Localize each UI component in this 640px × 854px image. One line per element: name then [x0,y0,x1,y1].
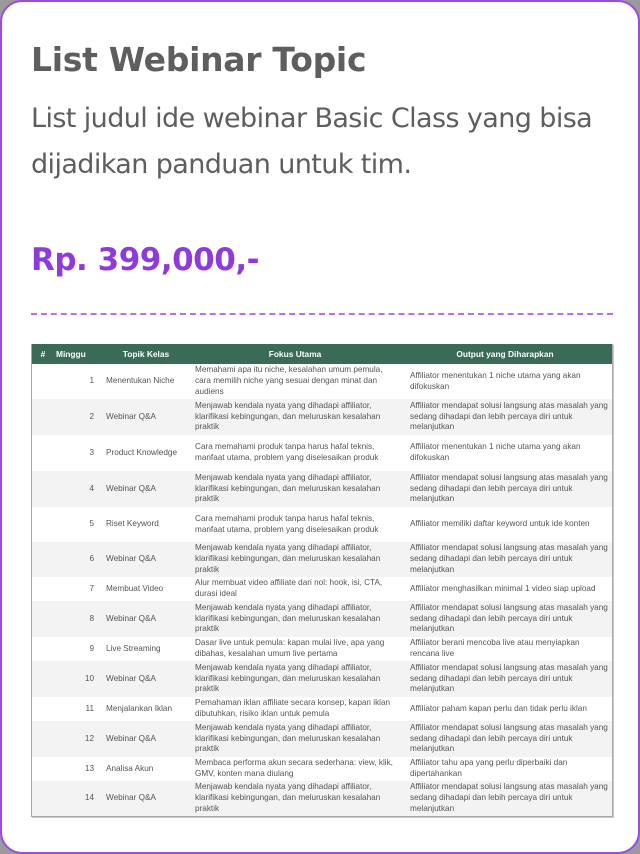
focus-cell: Dasar live untuk pemula: kapan mulai live, apa yang dibahas, kesalahan umum live pertama [192,637,398,661]
week-cell: 3 [54,435,100,471]
focus-cell: Menjawab kendala nyata yang dihadapi affiliator, klarifikasi kebingungan, dan meluruskan kesalahan praktik [192,601,398,637]
row-number-cell [32,399,54,435]
focus-cell: Memahami apa itu niche, kesalahan umum pemula, cara memilih niche yang sesuai dengan minat dan audiens [192,364,398,399]
table-row [32,435,612,471]
focus-cell: Cara memahami produk tanpa harus hafal teknis, manfaat utama, problem yang diselesaikan produk [192,435,398,471]
output-cell: Affiliator mendapat solusi langsung atas masalah yang sedang dihadapi dan lebih percaya diri untuk melanjutkan [398,471,612,507]
row-number-cell [32,697,54,721]
output-cell: Affiliator mendapat solusi langsung atas masalah yang sedang dihadapi dan lebih percaya diri untuk melanjutkan [398,781,612,816]
output-cell: Affiliator mendapat solusi langsung atas masalah yang sedang dihadapi dan lebih percaya diri untuk melanjutkan [398,399,612,435]
week-cell: 13 [54,757,100,781]
focus-cell: Menjawab kendala nyata yang dihadapi affiliator, klarifikasi kebingungan, dan meluruskan kesalahan praktik [192,721,398,757]
focus-cell: Membaca performa akun secara sederhana: view, klik, GMV, konten mana diulang [192,757,398,781]
topic-cell: Analisa Akun [100,757,192,781]
row-number-cell [32,757,54,781]
table-row [32,661,612,697]
topic-cell: Webinar Q&A [100,781,192,816]
row-number-cell [32,721,54,757]
week-cell: 6 [54,542,100,577]
row-number-cell [32,577,54,601]
row-number-cell [32,542,54,577]
week-cell: 8 [54,601,100,637]
topic-cell: Webinar Q&A [100,661,192,697]
output-cell: Affiliator mendapat solusi langsung atas masalah yang sedang dihadapi dan lebih percaya diri untuk melanjutkan [398,721,612,757]
card-description: List judul ide webinar Basic Class yang bisa dijadikan panduan untuk tim. [31,103,593,180]
focus-cell: Menjawab kendala nyata yang dihadapi affiliator, klarifikasi kebingungan, dan meluruskan kesalahan praktik [192,399,398,435]
table-row [32,697,612,721]
focus-cell: Menjawab kendala nyata yang dihadapi affiliator, klarifikasi kebingungan, dan meluruskan kesalahan praktik [192,542,398,577]
week-cell: 7 [54,577,100,601]
row-number-cell [32,601,54,637]
week-cell: 5 [54,507,100,542]
week-cell: 1 [54,364,100,399]
output-cell: Affiliator mendapat solusi langsung atas masalah yang sedang dihadapi dan lebih percaya diri untuk melanjutkan [398,661,612,697]
focus-cell: Menjawab kendala nyata yang dihadapi affiliator, klarifikasi kebingungan, dan meluruskan kesalahan praktik [192,471,398,507]
topic-cell: Webinar Q&A [100,542,192,577]
table-row [32,721,612,757]
output-cell: Affiliator memiliki daftar keyword untuk ide konten [398,507,612,542]
output-cell: Affiliator menghasilkan minimal 1 video siap upload [398,577,612,601]
column-header-week: Minggu [54,344,100,364]
column-header-topic: Topik Kelas [100,344,192,364]
topic-cell: Webinar Q&A [100,399,192,435]
column-header-focus: Fokus Utama [192,344,398,364]
table-row [32,781,612,816]
focus-cell: Pemahaman iklan affiliate secara konsep, kapan iklan dibutuhkan, risiko iklan untuk pemula [192,697,398,721]
week-cell: 10 [54,661,100,697]
table-row [32,757,612,781]
table-row [32,601,612,637]
table-row [32,507,612,542]
row-number-cell [32,781,54,816]
topic-cell: Webinar Q&A [100,721,192,757]
table-row [32,577,612,601]
week-cell: 11 [54,697,100,721]
row-number-cell [32,471,54,507]
row-number-cell [32,507,54,542]
output-cell: Affiliator mendapat solusi langsung atas masalah yang sedang dihadapi dan lebih percaya diri untuk melanjutkan [398,601,612,637]
table-body [32,364,612,816]
focus-cell: Cara memahami produk tanpa harus hafal teknis, manfaat utama, problem yang diselesaikan produk [192,507,398,542]
price-label: Rp. 399,000,- [31,242,259,278]
topic-cell: Riset Keyword [100,507,192,542]
table-row [32,542,612,577]
column-header-number: # [32,344,54,364]
output-cell: Affiliator menentukan 1 niche utama yang akan difokuskan [398,435,612,471]
column-header-output: Output yang Diharapkan [398,344,612,364]
topic-cell: Webinar Q&A [100,471,192,507]
week-cell: 9 [54,637,100,661]
table-header-row [32,344,612,364]
output-cell: Affiliator menentukan 1 niche utama yang akan difokuskan [398,364,612,399]
output-cell: Affiliator paham kapan perlu dan tidak perlu iklan [398,697,612,721]
focus-cell: Menjawab kendala nyata yang dihadapi affiliator, klarifikasi kebingungan, dan meluruskan kesalahan praktik [192,661,398,697]
card-title: List Webinar Topic [31,40,367,79]
focus-cell: Alur membuat video affiliate dari nol: hook, isi, CTA, durasi ideal [192,577,398,601]
webinar-topic-table [31,344,613,817]
dashed-divider [31,313,613,315]
week-cell: 2 [54,399,100,435]
output-cell: Affiliator berani mencoba live atau menyiapkan rencana live [398,637,612,661]
focus-cell: Menjawab kendala nyata yang dihadapi affiliator, klarifikasi kebingungan, dan meluruskan kesalahan praktik [192,781,398,816]
topic-cell: Menjalankan Iklan [100,697,192,721]
topic-cell: Webinar Q&A [100,601,192,637]
topic-cell: Membuat Video [100,577,192,601]
week-cell: 4 [54,471,100,507]
row-number-cell [32,637,54,661]
row-number-cell [32,661,54,697]
table-row [32,471,612,507]
row-number-cell [32,364,54,399]
topic-cell: Menentukan Niche [100,364,192,399]
topic-cell: Live Streaming [100,637,192,661]
table-row [32,364,612,399]
output-cell: Affiliator tahu apa yang perlu diperbaiki dan dipertahankan [398,757,612,781]
table-row [32,637,612,661]
output-cell: Affiliator mendapat solusi langsung atas masalah yang sedang dihadapi dan lebih percaya diri untuk melanjutkan [398,542,612,577]
table-row [32,399,612,435]
week-cell: 14 [54,781,100,816]
topic-cell: Product Knowledge [100,435,192,471]
week-cell: 12 [54,721,100,757]
row-number-cell [32,435,54,471]
